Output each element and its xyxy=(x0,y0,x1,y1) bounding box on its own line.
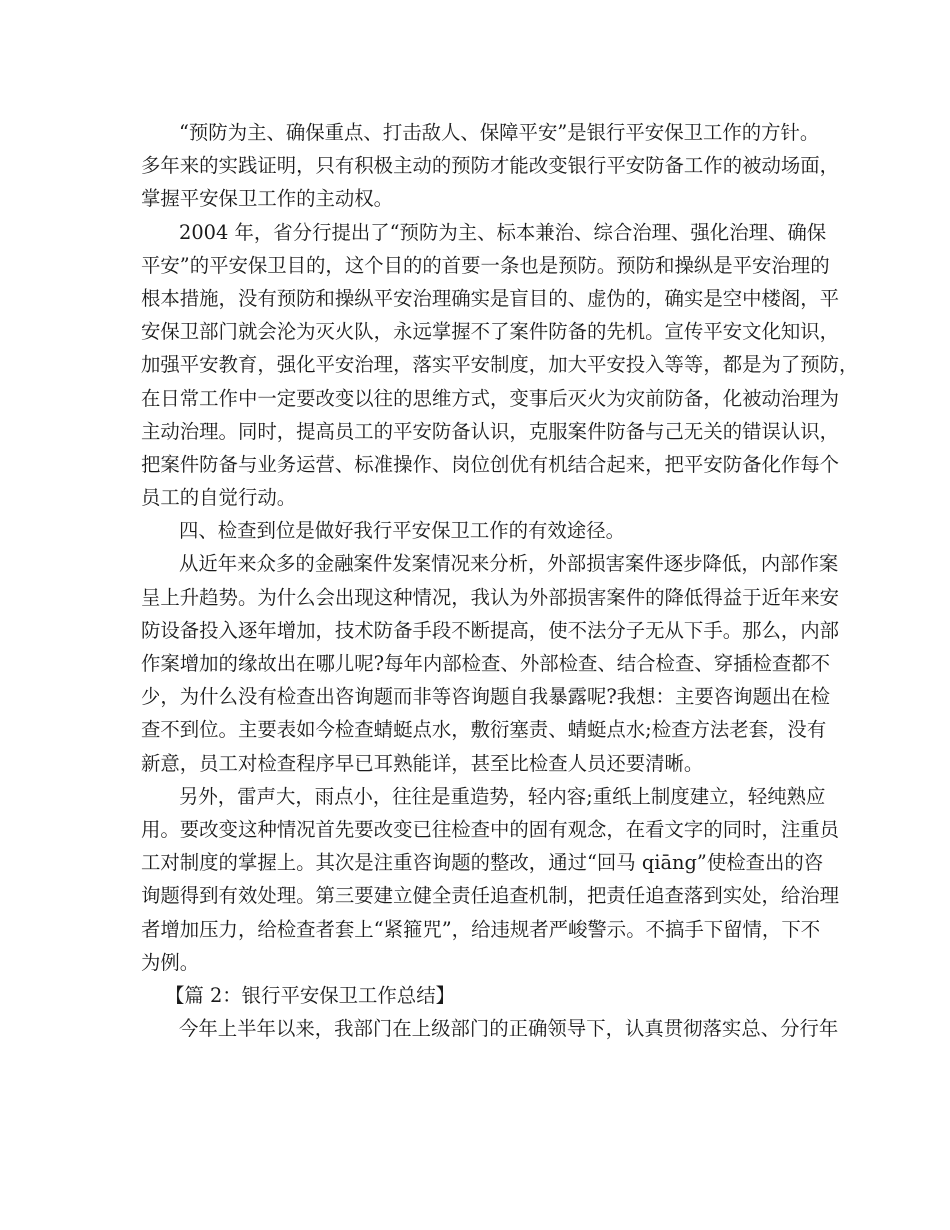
text-line: 2004 年，省分行提出了“预防为主、标本兼治、综合治理、强化治理、确保 xyxy=(179,220,827,244)
paragraph-2 xyxy=(141,216,859,515)
text-line: 把案件防备与业务运营、标准操作、岗位创优有机结合起来，把平安防备化作每个 xyxy=(141,452,840,476)
paragraph-1 xyxy=(141,116,840,216)
text-line: 用。要改变这种情况首先要改变已往检查中的固有观念，在看文字的同时，注重员 xyxy=(141,817,840,841)
text-line: 作案增加的缘故出在哪儿呢?每年内部检查、外部检查、结合检查、穿插检查都不 xyxy=(141,652,831,675)
text-line: 为例。 xyxy=(141,950,200,974)
article-heading xyxy=(141,979,811,1012)
text-line: 根本措施，没有预防和操纵平安治理确实是盲目的、虚伪的，确实是空中楼阁，平 xyxy=(141,286,840,310)
text-line: 防设备投入逐年增加，技术防备手段不断提高，使不法分子无从下手。那么，内部 xyxy=(141,618,840,642)
text-line: 平安”的平安保卫目的，这个目的的首要一条也是预防。预防和操纵是平安治理的 xyxy=(141,253,830,277)
text-line: 掌握平安保卫工作的主动权。 xyxy=(141,187,394,211)
heading-line: 【篇 2：银行平安保卫工作总结】 xyxy=(165,983,455,1007)
text-line: 从近年来众多的金融案件发案情况来分析，外部损害案件逐步降低，内部作案 xyxy=(179,552,839,576)
text-line: 主动治理。同时，提高员工的平安防备认识，克服案件防备与己无关的错误认识， xyxy=(141,419,840,443)
document-body xyxy=(141,116,859,1045)
text-line: 少，为什么没有检查出咨询题而非等咨询题自我暴露呢?我想：主要咨询题出在检 xyxy=(141,685,831,709)
text-line: 员工的自觉行动。 xyxy=(141,486,297,510)
text-line: 新意，员工对检查程序早已耳熟能详，甚至比检查人员还要清晰。 xyxy=(141,751,704,775)
text-line: 安保卫部门就会沦为灭火队，永远掌握不了案件防备的先机。宣传平安文化知识， xyxy=(141,320,840,344)
paragraph-7 xyxy=(141,1012,839,1045)
paragraph-4 xyxy=(141,547,840,779)
text-line: 工对制度的掌握上。其次是注重咨询题的整改，通过“回马 qiāng”使检查出的咨 xyxy=(141,851,824,875)
text-line: 在日常工作中一定要改变以往的思维方式，变事后灭火为灾前防备，化被动治理为 xyxy=(141,386,840,410)
text-line: 呈上升趋势。为什么会出现这种情况，我认为外部损害案件的降低得益于近年来安 xyxy=(141,585,840,609)
text-line: “预防为主、确保重点、打击敌人、保障平安”是银行平安保卫工作的方针。 xyxy=(179,121,820,144)
text-line: 今年上半年以来，我部门在上级部门的正确领导下，认真贯彻落实总、分行年 xyxy=(179,1017,839,1041)
text-line: 询题得到有效处理。第三要建立健全责任追查机制，把责任追查落到实处，给治理 xyxy=(141,884,840,908)
section-heading xyxy=(141,514,811,547)
paragraph-5 xyxy=(141,780,840,979)
text-line: 者增加压力，给检查者套上“紧箍咒”，给违规者严峻警示。不搞手下留情，下不 xyxy=(141,917,821,941)
text-line: 查不到位。主要表如今检查蜻蜓点水，敷衍塞责、蜻蜓点水;检查方法老套，没有 xyxy=(141,718,827,742)
text-line: 多年来的实践证明，只有积极主动的预防才能改变银行平安防备工作的被动场面， xyxy=(141,154,840,178)
heading-line: 四、检查到位是做好我行平安保卫工作的有效途径。 xyxy=(179,519,625,543)
text-line: 另外，雷声大，雨点小，往往是重造势，轻内容;重纸上制度建立，轻纯熟应 xyxy=(179,784,826,808)
text-line: 加强平安教育，强化平安治理，落实平安制度，加大平安投入等等，都是为了预防， xyxy=(141,353,859,377)
